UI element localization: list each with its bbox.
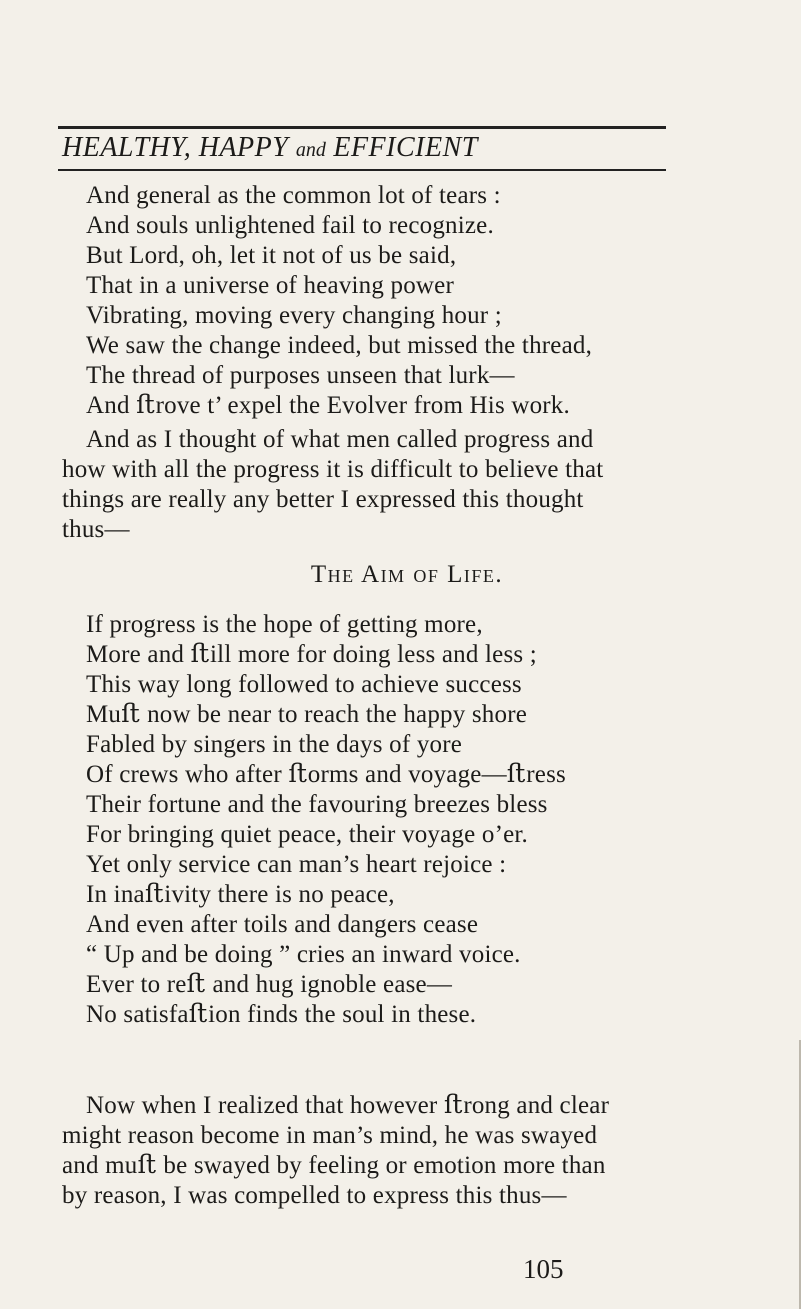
verse-line: That in a universe of heaving power bbox=[86, 272, 454, 299]
prose-paragraph-1 bbox=[62, 425, 684, 545]
verse-line: Their fortune and the favouring breezes bless bbox=[86, 791, 548, 818]
verse-line: The thread of purposes unseen that lurk— bbox=[86, 362, 515, 389]
prose-line: things are really any better I expressed this thought bbox=[62, 486, 584, 513]
prose-line: by reason, I was compelled to express this thus— bbox=[62, 1182, 567, 1209]
prose-paragraph-2 bbox=[62, 1091, 684, 1211]
header-rule-top bbox=[58, 126, 666, 129]
prose-line: might reason become in man’s mind, he was swayed bbox=[62, 1122, 598, 1149]
verse-line: More and ﬅill more for doing less and less ; bbox=[86, 641, 537, 668]
prose-line: how with all the progress it is difficult to believe that bbox=[62, 456, 604, 483]
verse-stanza-2 bbox=[86, 610, 726, 1030]
page-number: 105 bbox=[523, 1254, 564, 1284]
prose-line: And as I thought of what men called progress and bbox=[86, 426, 594, 453]
verse-line: “ Up and be doing ” cries an inward voice. bbox=[86, 941, 521, 968]
running-head-part2: EFFICIENT bbox=[333, 132, 478, 163]
running-head-and: and bbox=[295, 139, 326, 161]
verse-line: For bringing quiet peace, their voyage o’er. bbox=[86, 821, 528, 848]
verse-line: We saw the change indeed, but missed the thread, bbox=[86, 332, 593, 359]
verse-line: No satisfaﬅion finds the soul in these. bbox=[86, 1001, 477, 1028]
verse-line: This way long followed to achieve success bbox=[86, 671, 522, 698]
verse-line: Ever to reﬅ and hug ignoble ease— bbox=[86, 971, 453, 998]
header-rule-bottom bbox=[58, 169, 666, 171]
prose-line: and muﬅ be swayed by feeling or emotion more than bbox=[62, 1152, 606, 1179]
poem-title: The Aim of Life. bbox=[310, 561, 504, 588]
verse-line: And ﬅrove t’ expel the Evolver from His work. bbox=[86, 392, 570, 419]
verse-line: And souls unlightened fail to recognize. bbox=[86, 212, 494, 239]
verse-line: Of crews who after ﬅorms and voyage—ﬅress bbox=[86, 761, 566, 788]
verse-line: Yet only service can man’s heart rejoice : bbox=[86, 851, 507, 878]
prose-line: thus— bbox=[62, 516, 130, 543]
running-head-part1: HEALTHY, HAPPY bbox=[62, 132, 289, 163]
running-head bbox=[62, 130, 666, 168]
verse-line: But Lord, oh, let it not of us be said, bbox=[86, 242, 457, 269]
verse-line: And even after toils and dangers cease bbox=[86, 911, 479, 938]
verse-stanza-1 bbox=[86, 181, 726, 421]
verse-line: Muﬅ now be near to reach the happy shore bbox=[86, 701, 528, 728]
verse-line: And general as the common lot of tears : bbox=[86, 182, 501, 209]
verse-line: If progress is the hope of getting more, bbox=[86, 611, 483, 638]
verse-line: Fabled by singers in the days of yore bbox=[86, 731, 463, 758]
prose-line: Now when I realized that however ﬅrong and clear bbox=[86, 1092, 610, 1119]
verse-line: Vibrating, moving every changing hour ; bbox=[86, 302, 502, 329]
verse-line: In inaﬅivity there is no peace, bbox=[86, 881, 395, 908]
